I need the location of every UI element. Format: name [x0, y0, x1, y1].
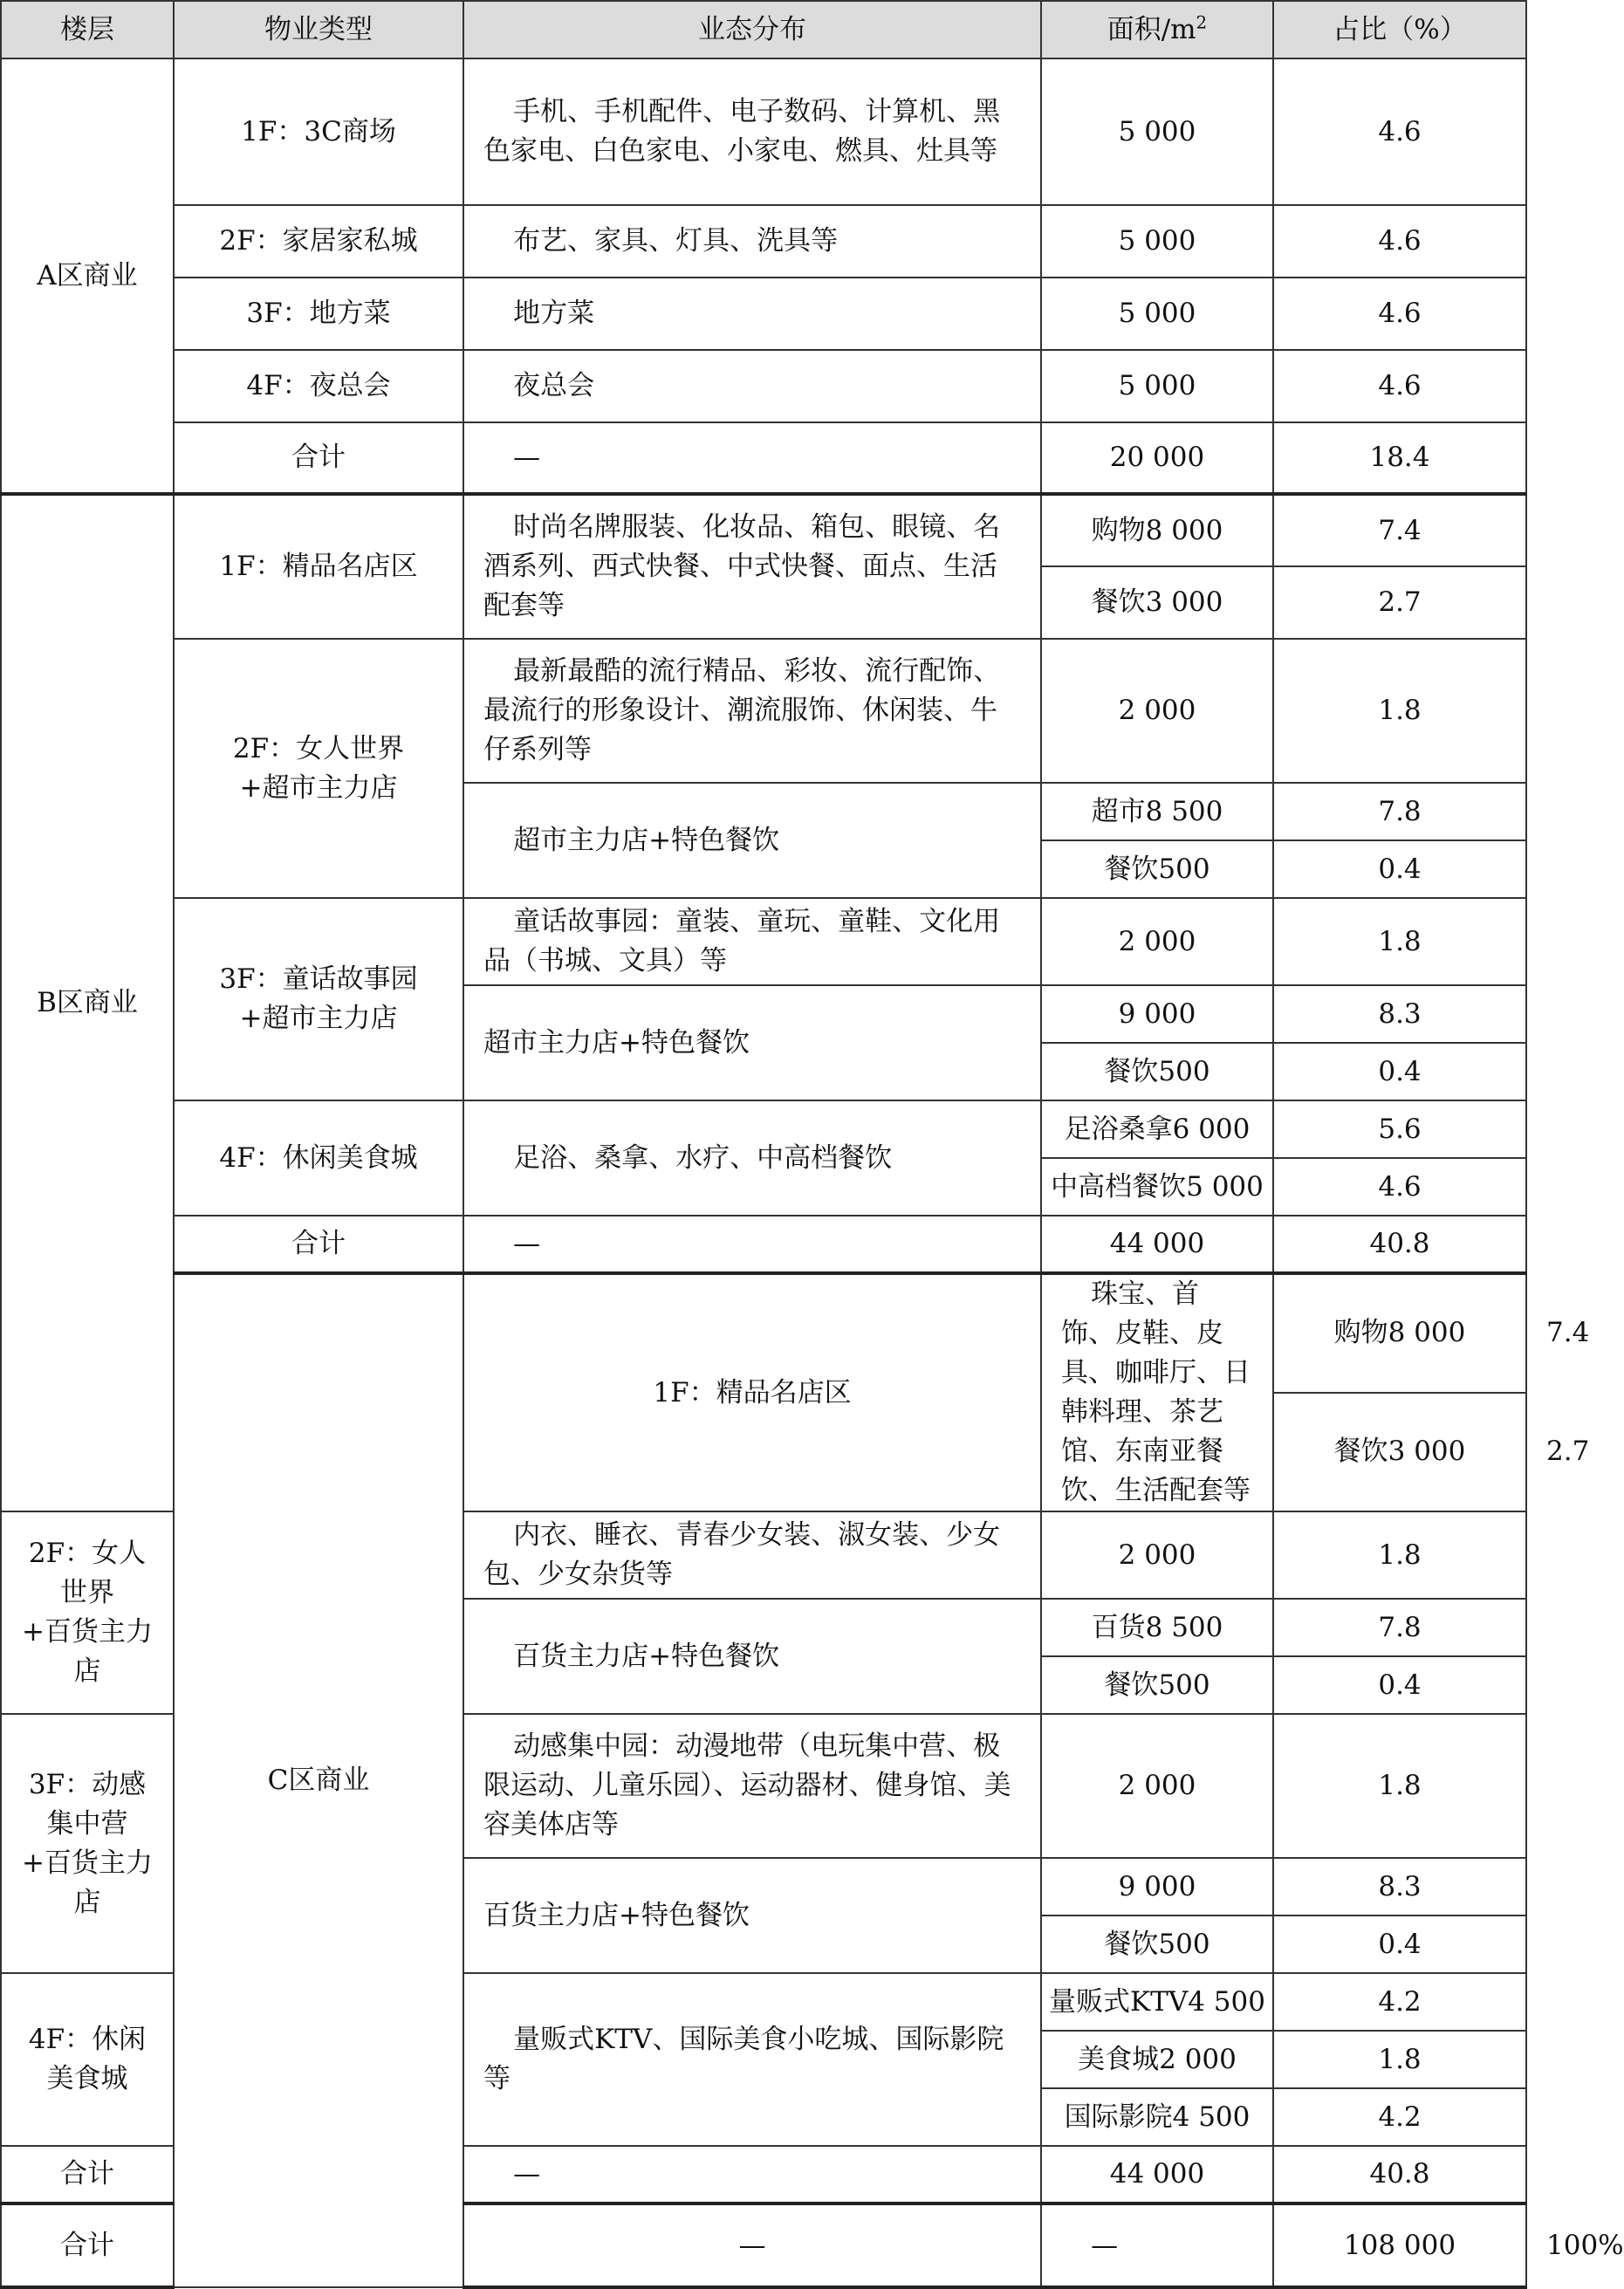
type-cell: 4F：休闲美食城	[174, 1100, 463, 1216]
area-cell: 百货8 500	[1041, 1599, 1273, 1656]
table-header-row	[1, 1, 1526, 58]
type-cell: 4F：休闲美食城	[1, 1973, 174, 2146]
business-cell: 超市主力店+特色餐饮	[463, 985, 1041, 1100]
type-cell: 2F：家居家私城	[174, 205, 463, 278]
table-row: C区商业 1F：精品名店区 珠宝、首饰、皮鞋、皮具、咖啡厅、日韩料理、茶艺馆、东南亚餐饮、生活配套等 购物8 000 7.4	[1, 1273, 1526, 1393]
header-business: 业态分布	[463, 1, 1041, 58]
area-cell: 餐饮500	[1041, 1656, 1273, 1714]
area-cell: 2 000	[1041, 1714, 1273, 1858]
type-cell: 1F：3C商场	[174, 58, 463, 205]
table-row	[1, 639, 1526, 783]
type-line: +超市主力店	[239, 1003, 398, 1034]
table-row: 餐饮3 000 2.7	[1, 1393, 1526, 1512]
header-area-sup: 2	[1196, 11, 1208, 33]
business-cell: 手机、手机配件、电子数码、计算机、黑色家电、白色家电、小家电、燃具、灶具等	[463, 58, 1041, 205]
area-cell: 108 000	[1273, 2203, 1526, 2287]
header-type: 物业类型	[174, 1, 463, 58]
type-cell	[1, 1714, 174, 1973]
business-cell: 足浴、桑拿、水疗、中高档餐饮	[463, 1100, 1041, 1216]
share-cell: 40.8	[1273, 2146, 1526, 2203]
business-cell: 布艺、家具、灯具、洗具等	[463, 205, 1041, 278]
share-cell: 4.2	[1273, 1973, 1526, 2031]
share-cell: 0.4	[1273, 1656, 1526, 1714]
area-cell: 购物8 000	[1273, 1273, 1526, 1393]
table-row	[1, 205, 1526, 278]
share-cell: 1.8	[1273, 2031, 1526, 2088]
share-cell: 1.8	[1273, 1714, 1526, 1858]
grand-total-label: 合计	[1, 2203, 174, 2287]
business-cell: 动感集中园：动漫地带（电玩集中营、极限运动、儿童乐园）、运动器材、健身馆、美容美体店等	[463, 1714, 1041, 1858]
area-cell: 2 000	[1041, 639, 1273, 783]
share-cell: 4.2	[1273, 2088, 1526, 2146]
share-cell: 8.3	[1273, 1858, 1526, 1915]
type-line: +百货主力店	[22, 1616, 153, 1687]
header-share: 占比（%）	[1273, 1, 1526, 58]
subtotal-label: 合计	[174, 1216, 463, 1273]
share-cell: 4.6	[1273, 278, 1526, 350]
zone-c-label: C区商业	[174, 1273, 463, 2287]
type-cell: 1F：精品名店区	[463, 1273, 1041, 1511]
share-cell: 4.6	[1273, 1158, 1526, 1216]
table-row	[1, 350, 1526, 422]
area-cell: 44 000	[1041, 2146, 1273, 2203]
type-cell	[174, 898, 463, 1100]
share-cell: 7.8	[1273, 783, 1526, 840]
type-cell: 4F：夜总会	[174, 350, 463, 422]
table-row	[1, 494, 1526, 566]
business-cell: 量贩式KTV、国际美食小吃城、国际影院等	[463, 1973, 1041, 2146]
area-cell: 美食城2 000	[1041, 2031, 1273, 2088]
business-cell: 百货主力店+特色餐饮	[463, 1858, 1041, 1973]
business-cell: —	[463, 1216, 1041, 1273]
area-cell: 量贩式KTV4 500	[1041, 1973, 1273, 2031]
business-cell: —	[1041, 2203, 1273, 2287]
business-cell: 童话故事园：童装、童玩、童鞋、文化用品（书城、文具）等	[463, 898, 1041, 985]
area-cell: 购物8 000	[1041, 494, 1273, 566]
share-cell: 0.4	[1273, 1915, 1526, 1973]
business-cell: 珠宝、首饰、皮鞋、皮具、咖啡厅、日韩料理、茶艺馆、东南亚餐饮、生活配套等	[1041, 1273, 1273, 1511]
table-row	[1, 58, 1526, 205]
area-cell: 餐饮500	[1041, 1915, 1273, 1973]
table-row	[1, 898, 1526, 985]
share-cell: 0.4	[1273, 1043, 1526, 1100]
area-cell: 5 000	[1041, 205, 1273, 278]
area-cell: 9 000	[1041, 1858, 1273, 1915]
business-cell: 超市主力店+特色餐饮	[463, 783, 1041, 898]
header-area-label: 面积/m	[1107, 13, 1196, 45]
business-cell: 最新最酷的流行精品、彩妆、流行配饰、最流行的形象设计、潮流服饰、休闲装、牛仔系列等	[463, 639, 1041, 783]
table-row	[1, 1100, 1526, 1158]
subtotal-label: 合计	[174, 422, 463, 494]
share-cell: 5.6	[1273, 1100, 1526, 1158]
business-cell: —	[463, 2146, 1041, 2203]
area-cell: 5 000	[1041, 278, 1273, 350]
business-cell: 地方菜	[463, 278, 1041, 350]
area-cell: 2 000	[1041, 898, 1273, 985]
area-cell: 中高档餐饮5 000	[1041, 1158, 1273, 1216]
business-cell: 百货主力店+特色餐饮	[463, 1599, 1041, 1714]
area-cell: 2 000	[1041, 1511, 1273, 1599]
type-cell	[1, 1511, 174, 1714]
share-cell: 4.6	[1273, 205, 1526, 278]
business-cell: 夜总会	[463, 350, 1041, 422]
share-cell: 8.3	[1273, 985, 1526, 1043]
header-area	[1041, 1, 1273, 58]
area-cell: 44 000	[1041, 1216, 1273, 1273]
type-line: 2F：女人世界	[28, 1538, 147, 1608]
table-row	[1, 278, 1526, 350]
share-cell: 1.8	[1273, 639, 1526, 783]
area-cell: 足浴桑拿6 000	[1041, 1100, 1273, 1158]
type-cell: 1F：精品名店区	[174, 494, 463, 639]
type-cell	[174, 639, 463, 898]
area-cell: 5 000	[1041, 350, 1273, 422]
share-cell: 0.4	[1273, 840, 1526, 898]
type-line: 3F：动感集中营	[28, 1768, 147, 1840]
type-cell: 3F：地方菜	[174, 278, 463, 350]
area-cell: 餐饮3 000	[1041, 566, 1273, 639]
type-line: 2F：女人世界	[232, 732, 405, 764]
area-cell: 国际影院4 500	[1041, 2088, 1273, 2146]
header-floor: 楼层	[1, 1, 174, 58]
area-cell: 20 000	[1041, 422, 1273, 494]
business-cell: —	[463, 422, 1041, 494]
share-cell: 4.6	[1273, 58, 1526, 205]
area-cell: 9 000	[1041, 985, 1273, 1043]
type-line: 3F：童话故事园	[219, 963, 418, 995]
type-cell: —	[463, 2203, 1041, 2287]
business-cell: 时尚名牌服装、化妆品、箱包、眼镜、名酒系列、西式快餐、中式快餐、面点、生活配套等	[463, 494, 1041, 639]
area-cell: 超市8 500	[1041, 783, 1273, 840]
area-cell: 餐饮500	[1041, 1043, 1273, 1100]
grand-total-row: 合计 — — 108 000 100%	[1, 2203, 1526, 2287]
share-cell: 2.7	[1273, 566, 1526, 639]
share-cell: 18.4	[1273, 422, 1526, 494]
business-cell: 内衣、睡衣、青春少女装、淑女装、少女包、少女杂货等	[463, 1511, 1041, 1599]
share-cell: 1.8	[1273, 898, 1526, 985]
share-cell: 7.8	[1273, 1599, 1526, 1656]
share-cell: 4.6	[1273, 350, 1526, 422]
share-cell: 1.8	[1273, 1511, 1526, 1599]
zone-a-label: A区商业	[1, 58, 174, 494]
share-cell: 7.4	[1273, 494, 1526, 566]
subtotal-label: 合计	[1, 2146, 174, 2203]
type-line: +百货主力店	[22, 1847, 153, 1918]
zone-b-label: B区商业	[1, 494, 174, 1511]
type-line: +超市主力店	[239, 771, 398, 804]
subtotal-row	[1, 1216, 1526, 1273]
share-cell: 40.8	[1273, 1216, 1526, 1273]
subtotal-row	[1, 422, 1526, 494]
area-cell: 5 000	[1041, 58, 1273, 205]
area-cell: 餐饮500	[1041, 840, 1273, 898]
area-cell: 餐饮3 000	[1273, 1393, 1526, 1512]
